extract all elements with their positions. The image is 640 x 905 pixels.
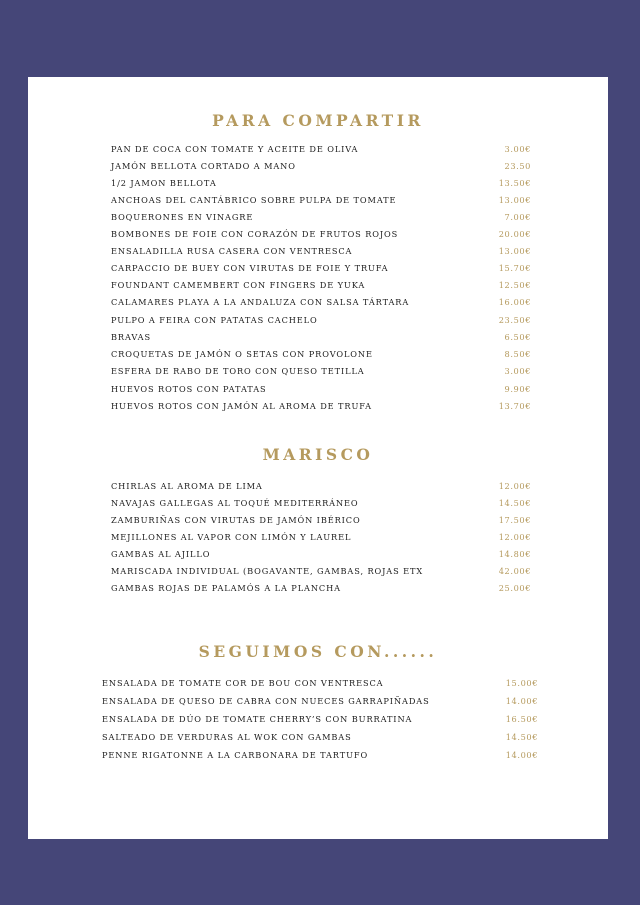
menu-item (111, 329, 531, 346)
item-name: JAMÓN BELLOTA CORTADO A MANO (111, 161, 296, 171)
section-title: SEGUIMOS CON...... (198, 642, 438, 661)
item-name: PAN DE COCA CON TOMATE Y ACEITE DE OLIVA (111, 144, 359, 154)
menu-item (111, 141, 531, 158)
menu-item (111, 209, 531, 226)
item-price: 23.50 (504, 161, 531, 171)
item-name: GAMBAS AL AJILLO (111, 549, 211, 559)
item-name: CHIRLAS AL AROMA DE LIMA (111, 481, 263, 491)
menu-item (111, 529, 531, 546)
menu-item (111, 226, 531, 243)
item-name: CALAMARES PLAYA A LA ANDALUZA CON SALSA TÁRTARA (111, 297, 410, 307)
item-price: 8.50€ (504, 349, 531, 359)
item-name: MEJILLONES AL VAPOR CON LIMÓN Y LAUREL (111, 532, 352, 542)
item-price: 14.80€ (498, 549, 531, 559)
item-price: 25.00€ (498, 583, 531, 593)
item-name: ESFERA DE RABO DE TORO CON QUESO TETILLA (111, 366, 365, 376)
menu-item (102, 693, 538, 710)
menu-item (111, 478, 531, 495)
item-price: 3.00€ (504, 366, 531, 376)
section-title: PARA COMPARTIR (212, 111, 424, 130)
menu-item (102, 729, 538, 746)
menu-item (102, 747, 538, 764)
menu-item (111, 175, 531, 192)
menu-item (111, 363, 531, 380)
item-price: 23.50€ (498, 315, 531, 325)
item-price: 15.00€ (505, 678, 538, 688)
item-name: ENSALADA DE QUESO DE CABRA CON NUECES GARRAPIÑADAS (102, 696, 430, 706)
item-price: 14.50€ (498, 498, 531, 508)
item-name: MARISCADA INDIVIDUAL (BOGAVANTE, GAMBAS, ROJAS ETX (111, 566, 424, 576)
item-price: 17.50€ (498, 515, 531, 525)
item-name: ENSALADA DE TOMATE COR DE BOU CON VENTRESCA (102, 678, 384, 688)
item-name: GAMBAS ROJAS DE PALAMÓS A LA PLANCHA (111, 583, 341, 593)
menu-item (111, 158, 531, 175)
item-name: PENNE RIGATONNE A LA CARBONARA DE TARTUFO (102, 750, 369, 760)
item-price: 3.00€ (504, 144, 531, 154)
item-price: 13.00€ (498, 246, 531, 256)
menu-item (111, 512, 531, 529)
item-price: 20.00€ (498, 229, 531, 239)
item-price: 12.00€ (498, 532, 531, 542)
item-name: ANCHOAS DEL CANTÁBRICO SOBRE PULPA DE TOMATE (111, 195, 397, 205)
item-price: 14.00€ (505, 750, 538, 760)
item-name: ENSALADILLA RUSA CASERA CON VENTRESCA (111, 246, 353, 256)
item-name: BOMBONES DE FOIE CON CORAZÓN DE FRUTOS ROJOS (111, 229, 399, 239)
item-price: 7.00€ (504, 212, 531, 222)
item-price: 15.70€ (498, 263, 531, 273)
menu-item (111, 381, 531, 398)
item-name: FOUNDANT CAMEMBERT CON FINGERS DE YUKA (111, 280, 366, 290)
menu-item (102, 675, 538, 692)
menu-item (102, 711, 538, 728)
item-name: ENSALADA DE DÚO DE TOMATE CHERRY’S CON BURRATINA (102, 714, 413, 724)
menu-item (111, 546, 531, 563)
item-price: 13.00€ (498, 195, 531, 205)
item-price: 14.50€ (505, 732, 538, 742)
item-name: ZAMBURIÑAS CON VIRUTAS DE JAMÓN IBÉRICO (111, 515, 361, 525)
item-price: 12.50€ (498, 280, 531, 290)
menu-item (111, 294, 531, 311)
item-price: 12.00€ (498, 481, 531, 491)
item-price: 13.70€ (498, 401, 531, 411)
menu-item (111, 277, 531, 294)
menu-item (111, 580, 531, 597)
item-name: CROQUETAS DE JAMÓN O SETAS CON PROVOLONE (111, 349, 373, 359)
menu-item (111, 192, 531, 209)
item-name: 1/2 JAMON BELLOTA (111, 178, 217, 188)
item-price: 16.50€ (505, 714, 538, 724)
item-name: CARPACCIO DE BUEY CON VIRUTAS DE FOIE Y TRUFA (111, 263, 389, 273)
item-price: 6.50€ (504, 332, 531, 342)
menu-item (111, 243, 531, 260)
item-price: 9.90€ (504, 384, 531, 394)
section-title: MARISCO (262, 445, 374, 464)
item-name: NAVAJAS GALLEGAS AL TOQUÉ MEDITERRÁNEO (111, 498, 359, 508)
menu-item (111, 398, 531, 415)
item-price: 16.00€ (498, 297, 531, 307)
item-name: HUEVOS ROTOS CON JAMÓN AL AROMA DE TRUFA (111, 401, 372, 411)
item-price: 14.00€ (505, 696, 538, 706)
menu-item (111, 312, 531, 329)
item-price: 42.00€ (498, 566, 531, 576)
menu-item (111, 495, 531, 512)
item-name: PULPO A FEIRA CON PATATAS CACHELO (111, 315, 318, 325)
item-name: BRAVAS (111, 332, 151, 342)
item-price: 13.50€ (498, 178, 531, 188)
item-name: HUEVOS ROTOS CON PATATAS (111, 384, 267, 394)
menu-page (28, 77, 608, 839)
item-name: BOQUERONES EN VINAGRE (111, 212, 254, 222)
menu-item (111, 563, 531, 580)
item-name: SALTEADO DE VERDURAS AL WOK CON GAMBAS (102, 732, 352, 742)
menu-item (111, 346, 531, 363)
menu-item (111, 260, 531, 277)
